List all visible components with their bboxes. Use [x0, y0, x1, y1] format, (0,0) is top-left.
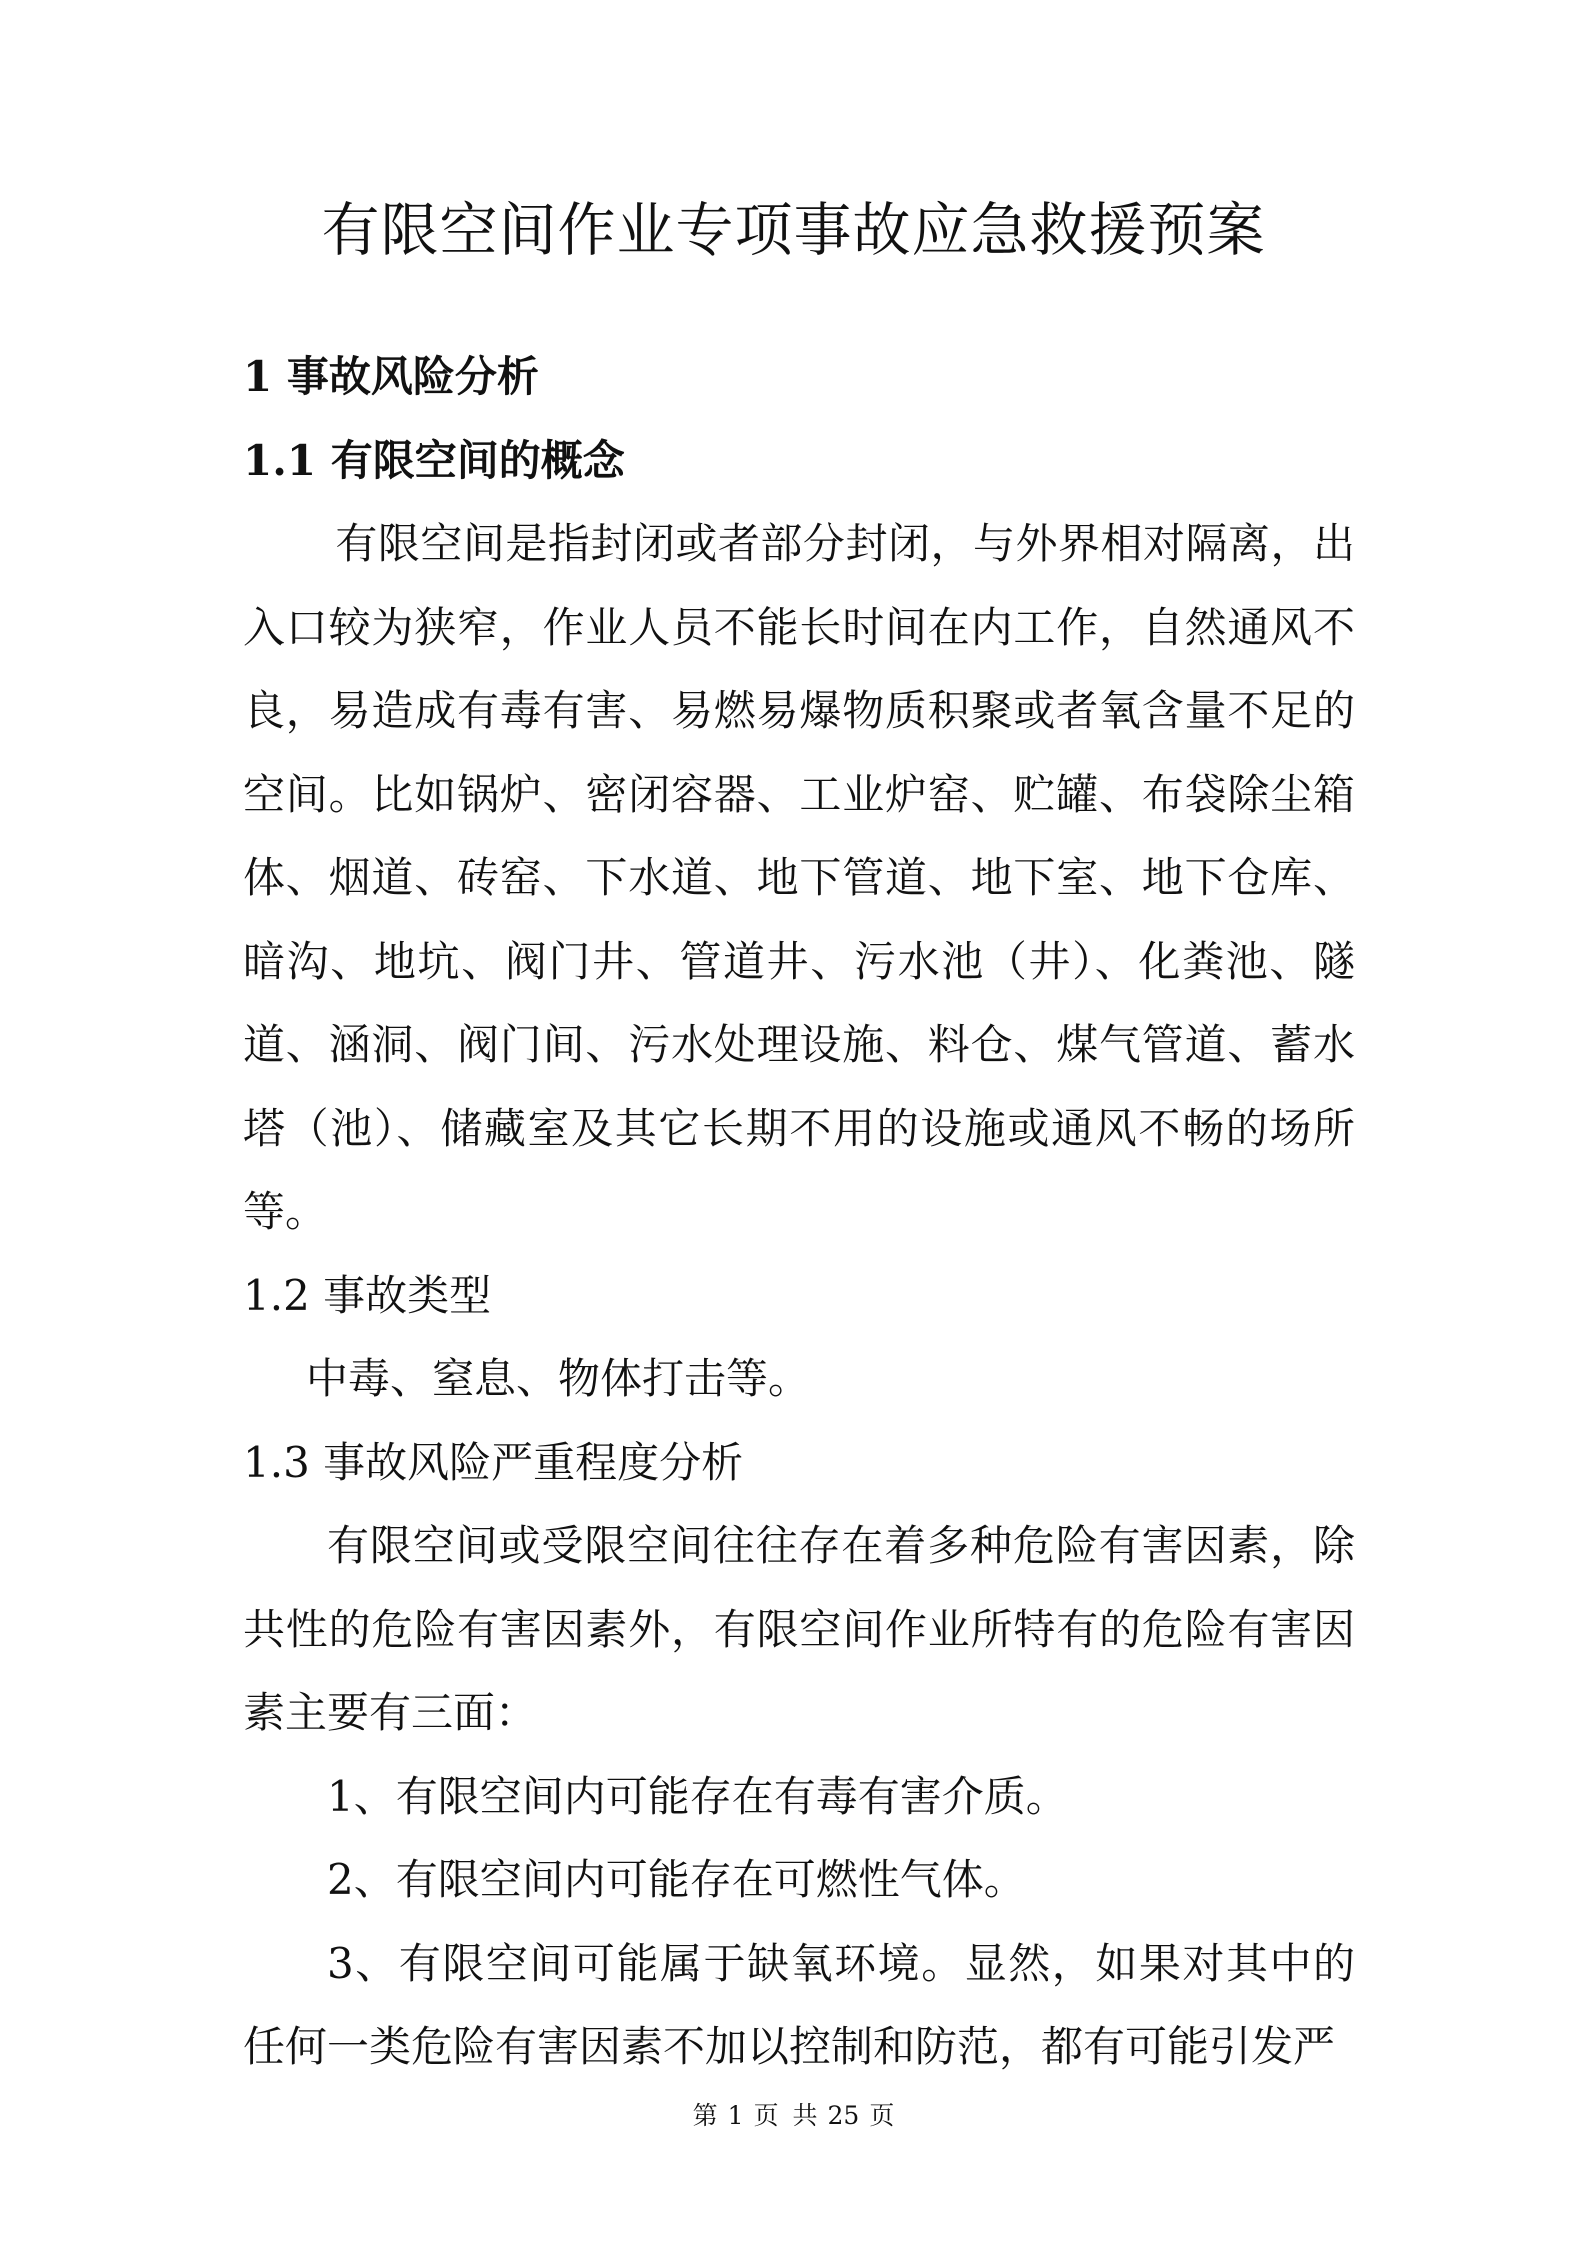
- list-item: 2、有限空间内可能存在可燃性气体。: [327, 1855, 1026, 1904]
- footer-page-number: 1: [727, 2101, 744, 2130]
- list-item: 3、有限空间可能属于缺氧环境。显然，如果对其中的任何一类危险有害因素不加以控制和防范，都有可能引发严: [243, 1938, 1355, 2071]
- footer-prefix: 第: [692, 2101, 718, 2130]
- section-1-1-heading: 1.1 有限空间的概念: [243, 435, 625, 485]
- section-1-heading: 1 事故风险分析: [243, 352, 539, 401]
- document-title: 有限空间作业专项事故应急救援预案: [321, 196, 1266, 264]
- footer-total-pages: 25: [827, 2101, 860, 2130]
- document-body: [243, 335, 1355, 2089]
- section-1-3-paragraph: 有限空间或受限空间往往存在着多种危险有害因素，除共性的危险有害因素外，有限空间作业所特有的危险有害因素主要有三面：: [243, 1521, 1355, 1737]
- footer-middle: 页 共: [753, 2101, 818, 2130]
- section-1-3-heading: 1.3 事故风险严重程度分析: [243, 1437, 744, 1487]
- section-1-1-paragraph: 有限空间是指封闭或者部分封闭，与外界相对隔离，出入口较为狭窄，作业人员不能长时间在内工作，自然通风不良，易造成有毒有害、易燃易爆物质积聚或者氧含量不足的空间。比如锅炉、密闭容器、工业炉窑、贮罐、布袋除尘箱体、烟道、砖窑、下水道、地下管道、地下室、地下仓库、暗沟、地坑、阀门井、管道井、污水池（井）、化粪池、隧道、涵洞、阀门间、污水处理设施、料仓、煤气管道、蓄水塔（池）、储藏室及其它长期不用的设施或通风不畅的场所等。: [243, 519, 1355, 1236]
- section-1-2-heading: 1.2 事故类型: [243, 1270, 492, 1320]
- page-footer: [0, 2098, 1587, 2134]
- section-1-2-paragraph: 中毒、窒息、物体打击等。: [306, 1354, 811, 1403]
- list-item: 1、有限空间内可能存在有毒有害介质。: [327, 1771, 1068, 1821]
- footer-suffix: 页: [869, 2101, 895, 2130]
